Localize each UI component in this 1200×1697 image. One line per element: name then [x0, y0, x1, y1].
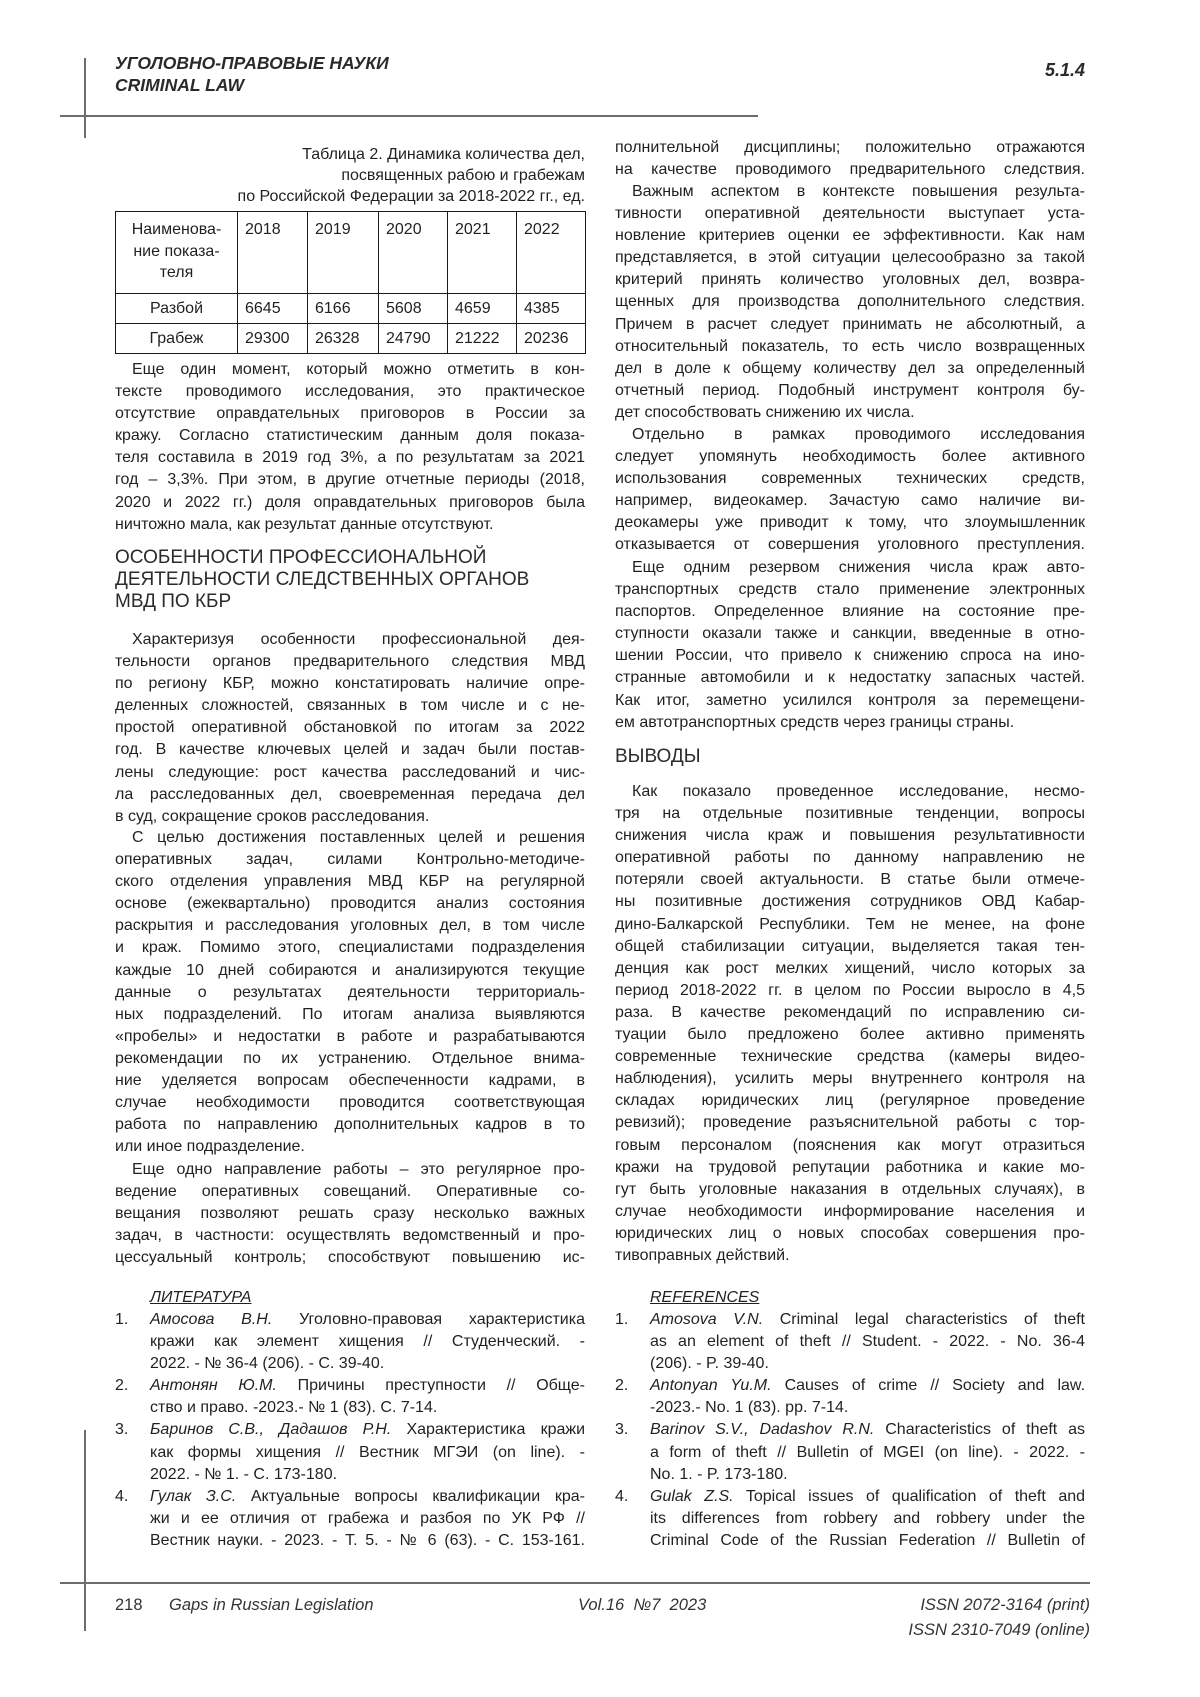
text-line: цессуальный контроль; способствуют повышению ис-	[115, 1249, 585, 1267]
text-line: Причем в расчет следует принимать не абсолютный, а	[615, 315, 1085, 333]
text-line: работа по направлению дополнительных кадров в то	[115, 1116, 585, 1134]
text-line: теля составила в 2019 год 3%, а по результатам за 2021	[115, 449, 585, 467]
reference-text: Актуальные вопросы квалификации кра-	[250, 1487, 585, 1505]
text-line: тивоправных действий.	[615, 1246, 790, 1264]
text-line: по региону КБР, можно констатировать наличие опре-	[115, 675, 585, 693]
text-line	[650, 1309, 1085, 1331]
section-title-en: CRIMINAL LAW	[115, 75, 244, 95]
text-line: представляется, в этой ситуации целесообразно за такой	[615, 249, 1085, 267]
heading-line: ОСОБЕННОСТИ ПРОФЕССИОНАЛЬНОЙ	[115, 547, 487, 568]
text-line: на качестве проводимого предварительного следствия.	[615, 161, 1085, 179]
text-line: говым персоналом (пояснения как могут отразиться	[615, 1136, 1085, 1154]
reference-number: 1.	[615, 1311, 629, 1328]
reference-item	[115, 1309, 585, 1375]
text-line: Еще один момент, который можно отметить в кон-	[132, 361, 585, 378]
text-line: странные автомобили и к недостатку запасных частей.	[615, 669, 1085, 687]
row-label: Грабеж	[116, 324, 238, 354]
journal-name: Gaps in Russian Legislation	[169, 1596, 374, 1614]
reference-text: Уголовно-правовая характеристика	[299, 1311, 585, 1328]
text-line: кражи на трудовой репутации работника и какие мо-	[615, 1158, 1085, 1176]
reference-text: Criminal legal characteristics of theft	[779, 1311, 1085, 1328]
reference-item	[615, 1309, 1085, 1375]
text-line: Еще одно направление работы – это регулярное про-	[132, 1161, 585, 1178]
reference-author: Баринов С.В., Дадашов Р.Н.	[150, 1421, 392, 1439]
reference-item	[115, 1486, 585, 1552]
text-line: тексте проводимого исследования, это практическое	[115, 383, 585, 401]
text-line: или иное подразделение.	[115, 1138, 305, 1156]
text-line: случае необходимости информирование населения и	[615, 1202, 1085, 1220]
text-line: гут быть уголовные наказания в отдельных случаях), в	[615, 1180, 1085, 1198]
text-line: Отдельно в рамках проводимого исследования	[632, 426, 1085, 443]
reference-number: 4.	[115, 1487, 129, 1505]
text-line: основе (ежеквартально) проводится анализ состояния	[115, 895, 585, 913]
text-line: раскрытия и расследования уголовных дел, в том числе	[115, 917, 585, 935]
reference-number: 3.	[115, 1421, 129, 1439]
reference-text: Causes of crime // Society and law.	[784, 1377, 1086, 1395]
text-line: относительный показатель, то есть число возвращенных	[615, 337, 1085, 355]
text-line: следует упомянуть необходимость более активного	[615, 448, 1085, 466]
text-line: No. 1. - P. 173-180.	[650, 1465, 788, 1483]
text-line: современные технические средства (камеры видео-	[615, 1048, 1085, 1066]
text-line: ведение оперативных совещаний. Оперативные со-	[115, 1183, 585, 1201]
text-line: Важным аспектом в контексте повышения результа-	[632, 183, 1085, 200]
reference-number: 2.	[115, 1377, 129, 1395]
text-line: простой оперативной обстановкой по итогам за 2022	[115, 719, 585, 737]
text-line: вещания позволяют решать сразу несколько важных	[115, 1205, 585, 1223]
text-line: ревизий); проведение разъяснительной работы с тор-	[615, 1114, 1085, 1132]
text-line: оперативной работы по данному направлению не	[615, 849, 1085, 867]
row-label: Разбой	[116, 294, 238, 324]
table-row	[116, 324, 586, 354]
table-caption	[115, 144, 585, 207]
text-line	[650, 1486, 1085, 1508]
header-cell-year: 2021	[448, 212, 517, 294]
text-line: использования современных технических средств,	[615, 470, 1085, 488]
text-line: наблюдения), усилить меры внутреннего контроля на	[615, 1070, 1085, 1088]
reference-author: Антонян Ю.М.	[150, 1377, 277, 1395]
text-line: Еще одним резервом снижения числа краж авто-	[632, 559, 1085, 576]
text-line: юридических лиц о новых способах совершения про-	[615, 1224, 1085, 1242]
page-number: 218	[115, 1596, 143, 1614]
text-line: ничтожно мала, как результат данные отсутствуют.	[115, 515, 494, 533]
text-line: ство и право. -2023.- № 1 (83). С. 7-14.	[150, 1399, 438, 1417]
text-line: рекомендации по их устранению. Отдельное внима-	[115, 1049, 585, 1067]
header-vertical-rule	[84, 58, 86, 138]
section-title-ru: УГОЛОВНО-ПРАВОВЫЕ НАУКИ	[115, 53, 389, 73]
text-line	[150, 1419, 585, 1441]
reference-author: Амосова В.Н.	[150, 1311, 273, 1328]
text-line: полнительной дисциплины; положительно отражаются	[615, 139, 1085, 156]
text-line: общей стабилизации ситуации, выделяется такая тен-	[615, 937, 1085, 955]
text-line: критерий принять количество уголовных дел, возвра-	[615, 271, 1085, 289]
text-line: тельности органов предварительного следствия МВД	[115, 653, 585, 671]
text-line: раза. В качестве рекомендаций по исправлению си-	[615, 1003, 1085, 1021]
issn-online: ISSN 2310-7049 (online)	[908, 1621, 1090, 1639]
paragraph-video-cameras	[615, 424, 1085, 557]
reference-author: Antonyan Yu.M.	[650, 1377, 772, 1395]
table-cell: 6166	[308, 294, 379, 324]
text-line: лены следующие: рост качества расследований и чис-	[115, 763, 585, 781]
reference-author: Гулак З.С.	[150, 1487, 237, 1505]
text-line: щенных для производства дополнительного следствия.	[615, 293, 1085, 311]
text-line: транспортных средств стало применение электронных	[615, 581, 1085, 599]
text-line: каждые 10 дней собираются и анализируются текущие	[115, 961, 585, 979]
reference-author: Gulak Z.S.	[650, 1487, 734, 1505]
text-line	[150, 1309, 585, 1331]
text-line: оперативных задач, силами Контрольно-методиче-	[115, 851, 585, 869]
text-line: год – 3,3%. При этом, в другие отчетные периоды (2018,	[115, 471, 585, 489]
table-cell: 24790	[379, 324, 448, 354]
text-line: год. В качестве ключевых целей и задач были постав-	[115, 741, 585, 759]
paragraph-criteria	[615, 181, 1085, 424]
section-heading	[115, 547, 585, 613]
reference-text: Characteristics of theft as	[885, 1421, 1086, 1439]
header-cell-year: 2022	[517, 212, 586, 294]
paragraph-acquittals	[115, 359, 585, 536]
paragraph-conclusions	[615, 781, 1085, 1267]
reference-text: Характеристика кражи	[406, 1421, 585, 1439]
text-line: тивности оперативной деятельности выступает уста-	[615, 205, 1085, 223]
text-line: Характеризуя особенности профессиональной дея-	[132, 631, 585, 648]
text-line: дино-Балкарской Республики. Тем не менее, на фоне	[615, 915, 1085, 933]
heading-line: МВД ПО КБР	[115, 591, 232, 612]
header-cell-year: 2019	[308, 212, 379, 294]
paragraph-meetings	[115, 1159, 585, 1269]
text-line: Criminal Code of the Russian Federation // Bulletin of	[650, 1531, 1085, 1549]
text-line: ла расследованных дел, своевременная передача дел	[115, 785, 585, 803]
reference-number: 1.	[115, 1311, 129, 1328]
text-line: «пробелы» и недостатки в работе и разрабатываются	[115, 1027, 585, 1045]
table-cell: 20236	[517, 324, 586, 354]
table-cell: 4659	[448, 294, 517, 324]
text-line	[150, 1375, 585, 1397]
text-line: период 2018-2022 гг. в целом по России выросло в 4,5	[615, 981, 1085, 999]
reference-text: Причины преступности // Обще-	[297, 1377, 586, 1395]
text-line: отчетный период. Подобный инструмент контроля бу-	[615, 381, 1085, 399]
text-line: например, видеокамер. Зачастую само наличие ви-	[615, 492, 1085, 510]
text-line: 2022. - № 1. - С. 173-180.	[150, 1465, 338, 1483]
header-horizontal-rule	[60, 115, 758, 117]
header-cell-year: 2018	[238, 212, 308, 294]
header-label-line: ние показа-	[133, 242, 220, 260]
text-line: a form of theft // Bulletin of MGEI (on line). - 2022. -	[650, 1443, 1085, 1461]
text-line: данные о результатах деятельности территориаль-	[115, 983, 585, 1001]
table-cell: 21222	[448, 324, 517, 354]
references-title: REFERENCES	[650, 1289, 760, 1306]
text-line	[650, 1419, 1085, 1441]
text-line: и краж. Помимо этого, специалистами подразделения	[115, 939, 585, 957]
table-header-row	[116, 212, 586, 294]
text-line: ем автотранспортных средств через границы страны.	[615, 713, 1015, 731]
text-line: деокамеры уже приводит к тому, что злоумышленник	[615, 514, 1085, 532]
text-line: складах юридических лиц (регулярное проведение	[615, 1092, 1085, 1110]
reference-number: 4.	[615, 1487, 629, 1505]
reference-number: 2.	[615, 1377, 629, 1395]
text-line: задач, в частности: осуществлять ведомственный и про-	[115, 1227, 585, 1245]
text-line: its differences from robbery and robbery under the	[650, 1509, 1085, 1527]
caption-line: посвященных рабою и грабежам	[341, 167, 585, 184]
specialty-code: 5.1.4	[1044, 60, 1085, 80]
text-line: деленных сложностей, связанных в том числе и с не-	[115, 697, 585, 715]
table-cell: 6645	[238, 294, 308, 324]
text-line: отсутствие оправдательных приговоров в России за	[115, 405, 585, 423]
table-cell: 5608	[379, 294, 448, 324]
caption-line: Таблица 2. Динамика количества дел,	[302, 146, 585, 163]
text-line: снижения числа краж и повышения результативности	[615, 827, 1085, 845]
paragraph-difficulties	[115, 629, 585, 828]
text-line: кражу. Согласно статистическим данным доля показа-	[115, 427, 585, 445]
text-line: (206). - P. 39-40.	[650, 1355, 769, 1373]
reference-item	[115, 1375, 585, 1419]
reference-author: Amosova V.N.	[650, 1311, 764, 1328]
references-en	[615, 1287, 1085, 1552]
text-line: денция как рост мелких хищений, число которых за	[615, 959, 1085, 977]
text-line: 2020 и 2022 гг.) доля оправдательных приговоров была	[115, 493, 585, 511]
text-line: ны позитивные достижения сотрудников ОВД Кабар-	[615, 893, 1085, 911]
paragraph-continuation	[615, 137, 1085, 181]
text-line: новление критериев оценки ее эффективности. Как нам	[615, 227, 1085, 245]
header-label-line: Наименова-	[131, 221, 222, 238]
header-cell-indicator	[116, 212, 238, 294]
header-cell-year: 2020	[379, 212, 448, 294]
header-label-line: теля	[159, 264, 194, 281]
reference-item	[615, 1486, 1085, 1552]
text-line: как формы хищения // Вестник МГЭИ (on line). -	[150, 1443, 585, 1461]
table-row	[116, 294, 586, 324]
text-line: Как итог, заметно усилился контроля за перемещени-	[615, 691, 1085, 709]
reference-item	[115, 1419, 585, 1485]
paragraph-analysis	[115, 827, 585, 1158]
heading-line: ДЕЯТЕЛЬНОСТИ СЛЕДСТВЕННЫХ ОРГАНОВ	[115, 569, 530, 590]
text-line: ступности оказали также и санкции, введенные в отно-	[615, 625, 1085, 643]
reference-text: Topical issues of qualification of theft and	[745, 1487, 1086, 1505]
robbery-statistics-table	[115, 211, 586, 354]
text-line: дет способствовать снижению их числа.	[615, 403, 915, 421]
reference-item	[615, 1375, 1085, 1419]
text-line: дел в доле к общему количеству дел за определенный	[615, 359, 1085, 377]
references-title: ЛИТЕРАТУРА	[150, 1289, 252, 1306]
text-line: ных подразделений. По итогам анализа выявляются	[115, 1005, 585, 1023]
text-line: С целью достижения поставленных целей и решения	[132, 829, 585, 846]
text-line: жи и ее отличия от грабежа и разбоя по УК РФ //	[150, 1509, 585, 1527]
text-line: туации было предложено более активно применять	[615, 1026, 1085, 1044]
text-line	[650, 1375, 1085, 1397]
paragraph-vehicle-passports	[615, 557, 1085, 734]
text-line: Вестник науки. - 2023. - Т. 5. - № 6 (63). - С. 153-161.	[150, 1531, 585, 1549]
table-cell: 29300	[238, 324, 308, 354]
text-line: паспортов. Определенное влияние на состояние пре-	[615, 603, 1085, 621]
text-line: ние уделяется вопросам обеспеченности кадрами, в	[115, 1072, 585, 1090]
reference-item	[615, 1419, 1085, 1485]
caption-line: по Российской Федерации за 2018-2022 гг., ед.	[237, 188, 585, 205]
text-line: случае необходимости проводится соответствующая	[115, 1094, 585, 1112]
issn-print: ISSN 2072-3164 (print)	[920, 1596, 1090, 1614]
text-line: ского отделения управления МВД КБР на регулярной	[115, 873, 585, 891]
reference-number: 3.	[615, 1421, 629, 1439]
text-line: 2022. - № 36-4 (206). - С. 39-40.	[150, 1355, 385, 1373]
text-line: -2023.- No. 1 (83). pp. 7-14.	[650, 1399, 849, 1417]
text-line: в суд, сокращение сроков расследования.	[115, 807, 430, 825]
text-line	[150, 1486, 585, 1508]
reference-author: Barinov S.V., Dadashov R.N.	[650, 1421, 875, 1439]
conclusions-heading	[615, 746, 1085, 768]
text-line: кражи как элемент хищения // Студенческий. -	[150, 1333, 585, 1351]
references-ru	[115, 1287, 585, 1552]
footer-horizontal-rule	[60, 1582, 1090, 1584]
text-line: потеряли своей актуальности. В статье были отмече-	[615, 871, 1085, 889]
text-line: Как показало проведенное исследование, несмо-	[632, 783, 1085, 800]
text-line: тря на отдельные позитивные тенденции, вопросы	[615, 805, 1085, 823]
table-cell: 4385	[517, 294, 586, 324]
text-line: шении России, что привело к снижению спроса на ино-	[615, 647, 1085, 665]
issue-info: Vol.16 №7 2023	[578, 1596, 707, 1614]
heading-line: ВЫВОДЫ	[615, 746, 701, 767]
footer-vertical-rule	[84, 1430, 86, 1631]
table-cell: 26328	[308, 324, 379, 354]
text-line: as an element of theft // Student. - 2022. - No. 36-4	[650, 1333, 1085, 1351]
text-line: отказывается от совершения уголовного преступления.	[615, 536, 1085, 554]
